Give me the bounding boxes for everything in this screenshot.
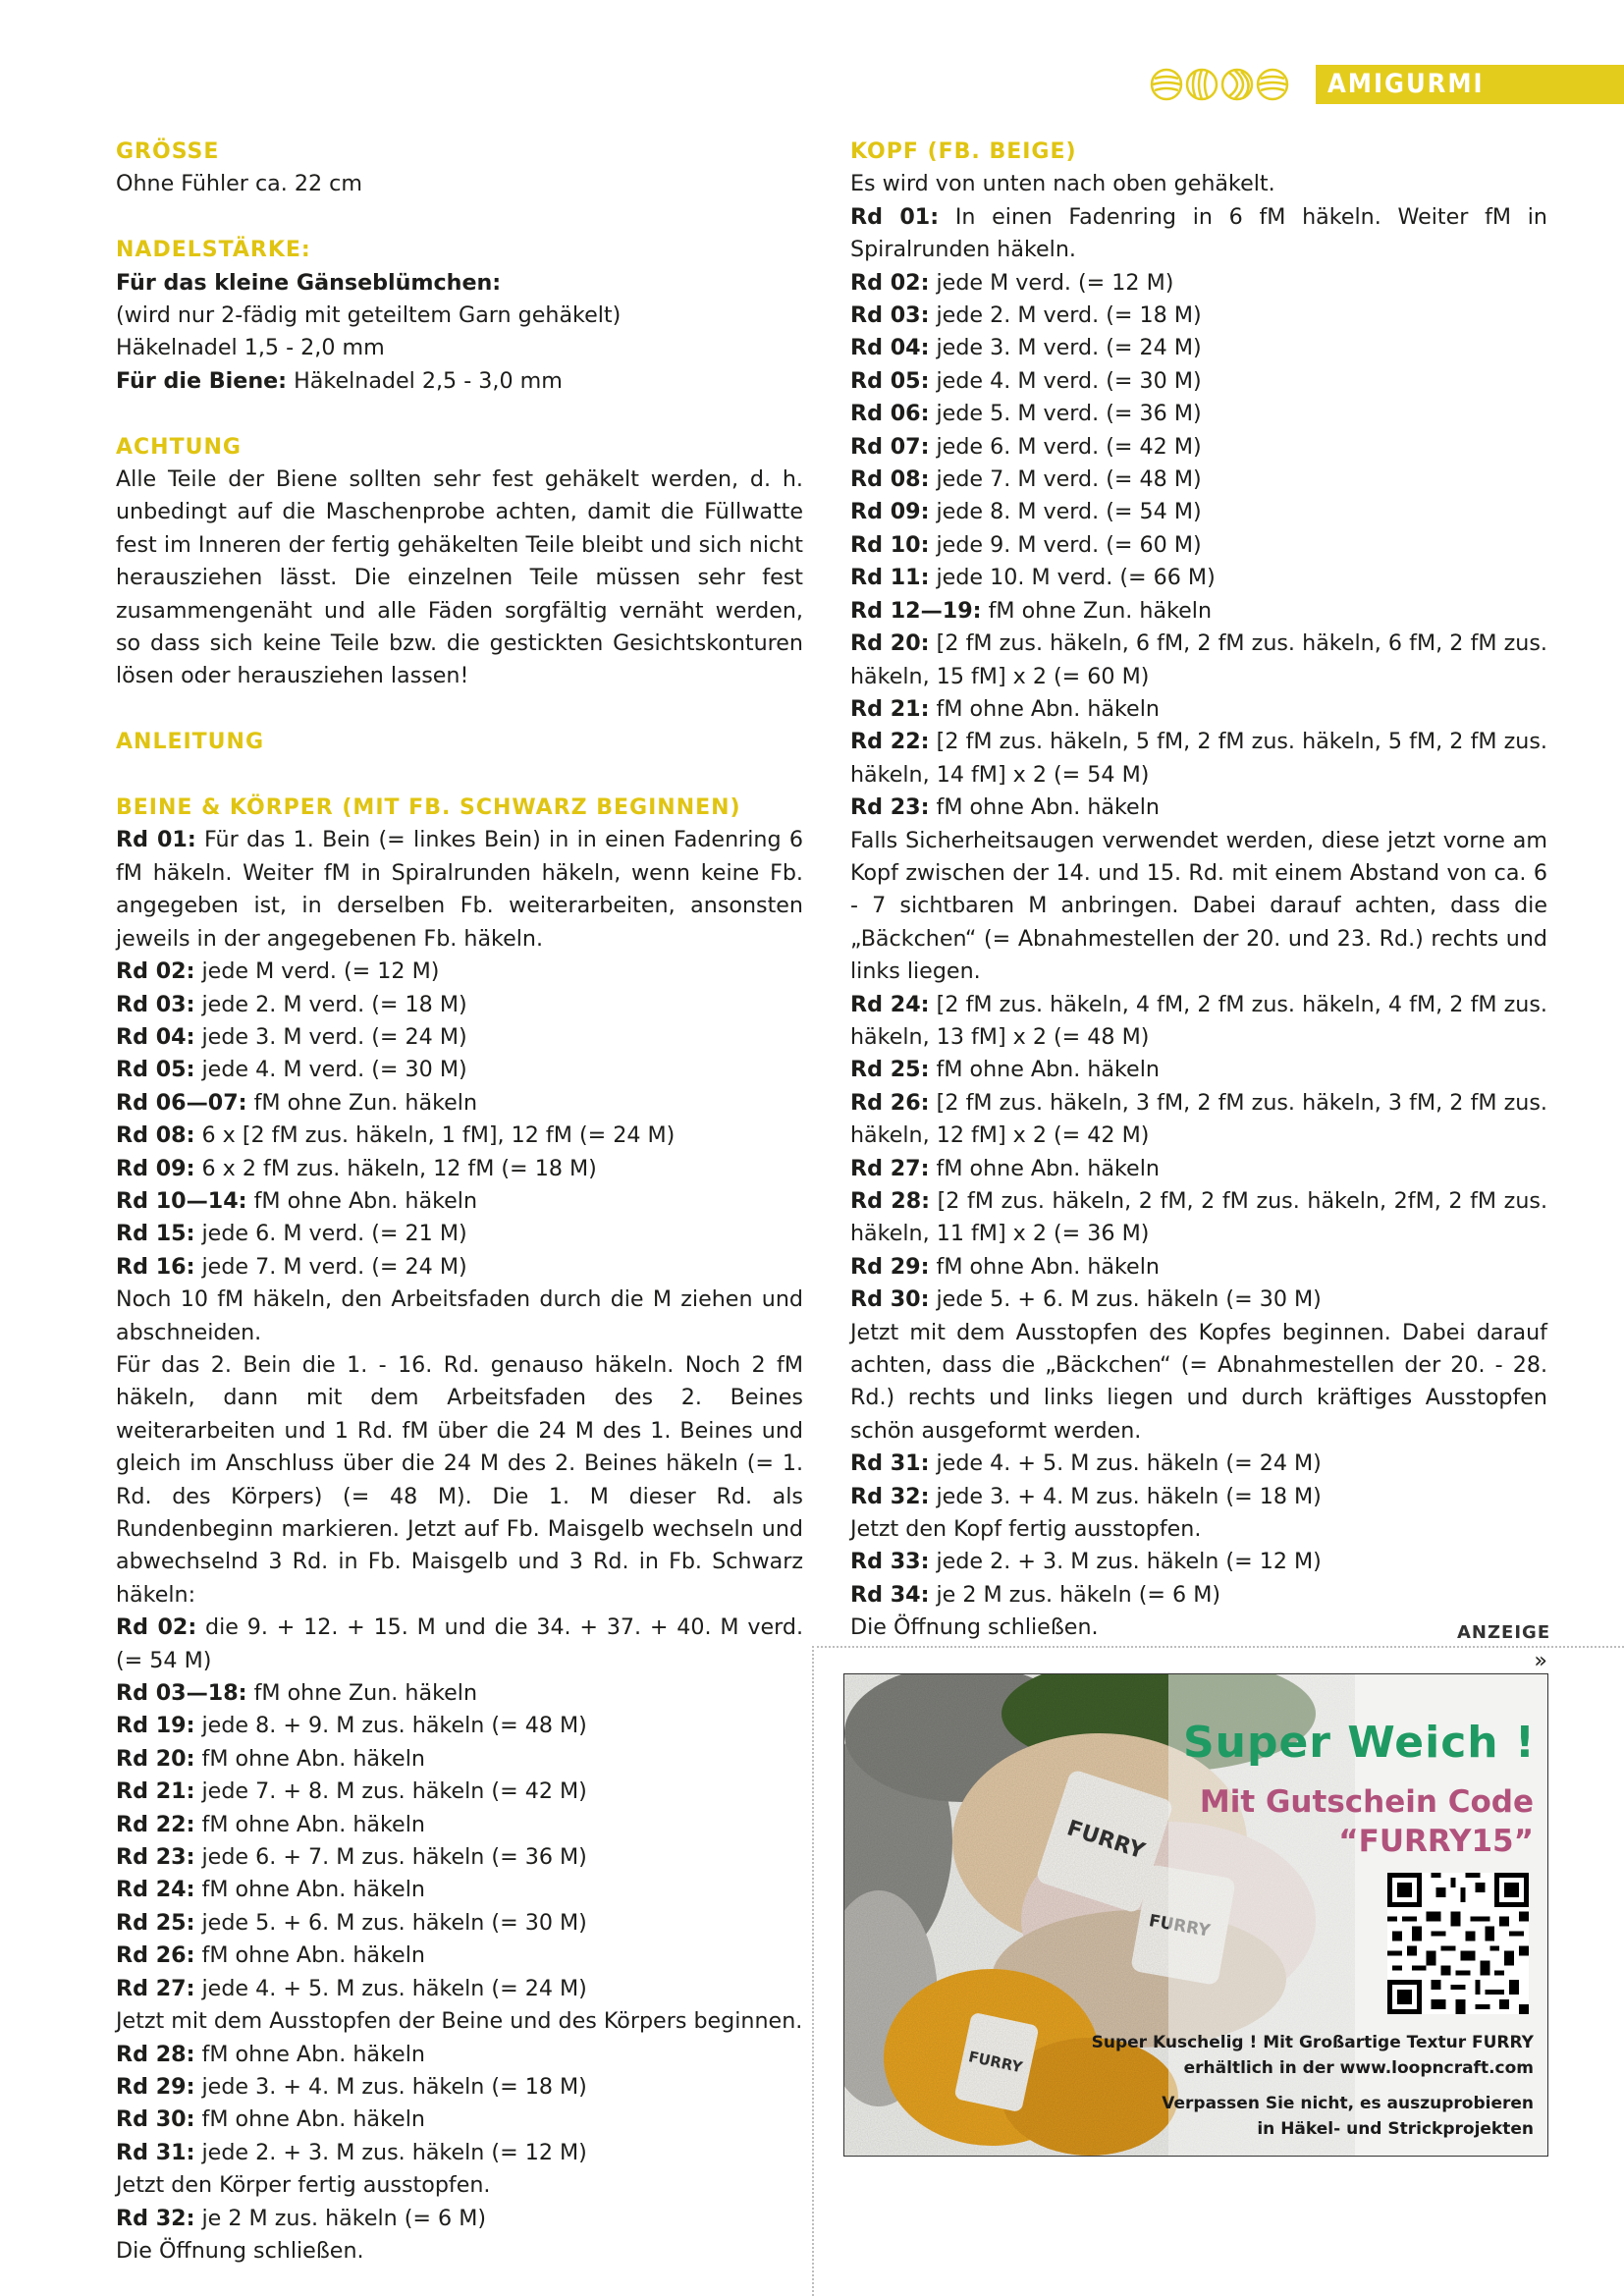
beine-row-label: Rd 24: [116, 1877, 195, 1903]
kopf-row [850, 628, 1547, 693]
beine-row-text: jede 8. + 9. M zus. häkeln (= 48 M) [194, 1713, 587, 1739]
kopf-row-label: Rd 04: [850, 335, 930, 361]
beine-row [116, 824, 803, 956]
beine-row-text: jede 5. + 6. M zus. häkeln (= 30 M) [194, 1909, 587, 1936]
kopf-row [850, 726, 1547, 792]
beine-row [116, 1218, 803, 1250]
ad-text-block-2 [1162, 2091, 1534, 2142]
beine-row-text: Für das 1. Bein (= linkes Bein) in in einen Fadenring 6 fM häkeln. Weiter fM in Spiralrunden häkeln, wenn keine Fb. angegeben ist, in derselben Fb. weiterarbeiten, ansonsten jeweils in der angegebenen Fb. häkeln. [116, 827, 803, 952]
kopf-row [850, 792, 1547, 824]
kopf-row-text: fM ohne Abn. häkeln [929, 695, 1160, 722]
kopf-row-text: fM ohne Zun. häkeln [981, 597, 1213, 624]
beine-row-label: Rd 23: [116, 1844, 195, 1871]
beine-row-label: Rd 22: [116, 1811, 195, 1837]
beine-row [116, 1874, 803, 1906]
beine-row [116, 1973, 803, 2005]
kopf-row-text: fM ohne Abn. häkeln [929, 1253, 1160, 1280]
ad-divider-vertical [812, 1646, 814, 2296]
kopf-row-text: jede 10. M verd. (= 66 M) [929, 565, 1216, 591]
heading-nadelstaerke: NADELSTÄRKE: [116, 238, 311, 263]
heading-anleitung: ANLEITUNG [116, 730, 265, 755]
heading-groesse: GRÖSSE [116, 139, 220, 164]
beine-row-label: Rd 06—07: [116, 1089, 247, 1116]
beine-row [116, 2137, 803, 2169]
kopf-row [850, 496, 1547, 528]
beine-row-text: fM ohne Abn. häkeln [194, 2106, 425, 2133]
kopf-row [850, 529, 1547, 562]
beine-koerper-rows [116, 824, 803, 2268]
beine-row-label: Rd 10—14: [116, 1187, 247, 1214]
beine-row-label: Rd 03—18: [116, 1680, 247, 1707]
heading-achtung: ACHTUNG [116, 434, 242, 460]
beine-row [116, 2039, 803, 2071]
beine-row-text: 6 x 2 fM zus. häkeln, 12 fM (= 18 M) [194, 1155, 597, 1181]
kopf-row [850, 1481, 1547, 1513]
kopf-row-label: Rd 11: [850, 565, 930, 591]
beine-row [116, 1907, 803, 1940]
kopf-row-label: Rd 29: [850, 1253, 930, 1280]
qr-code-icon[interactable] [1387, 1873, 1529, 2014]
beine-row-label: Rd 09: [116, 1155, 195, 1181]
kopf-row-label: Rd 02: [850, 269, 930, 296]
kopf-row-text: In einen Fadenring in 6 fM häkeln. Weiter fM in Spiralrunden häkeln. [850, 203, 1547, 263]
kopf-row-label: Rd 09: [850, 499, 930, 525]
beine-row-text: die 9. + 12. + 15. M und die 34. + 37. + 40. M verd. (= 54 M) [116, 1614, 803, 1673]
beine-row-label: Rd 08: [116, 1122, 195, 1149]
beine-row [116, 2235, 803, 2268]
beine-row-label: Rd 16: [116, 1253, 195, 1280]
beine-row [116, 1185, 803, 1218]
kopf-row [850, 1284, 1547, 1316]
kopf-row [850, 300, 1547, 332]
kopf-row-text: fM ohne Abn. häkeln [929, 1155, 1160, 1181]
beine-row-label: Rd 25: [116, 1909, 195, 1936]
beine-row-label: Rd 27: [116, 1975, 195, 2001]
kopf-row [850, 1087, 1547, 1153]
nadel-line-1: Für das kleine Gänseblümchen: [116, 269, 502, 296]
ad-subtitle [1200, 1782, 1534, 1861]
beine-row [116, 1349, 803, 1612]
beine-row-text: Jetzt den Körper fertig ausstopfen. [116, 2172, 491, 2199]
kopf-row-text: jede 2. M verd. (= 18 M) [929, 302, 1202, 329]
beine-row [116, 1841, 803, 1874]
yarn-balls-icon [1147, 65, 1304, 104]
kopf-row-text: [2 fM zus. häkeln, 4 fM, 2 fM zus. häkeln, 4 fM, 2 fM zus. häkeln, 13 fM] x 2 (= 48 M) [850, 991, 1547, 1050]
kopf-row-text: jede 4. M verd. (= 30 M) [929, 367, 1202, 394]
kopf-row-label: Rd 31: [850, 1450, 930, 1477]
beine-row-text: jede 6. M verd. (= 21 M) [194, 1221, 467, 1247]
beine-row-text: fM ohne Abn. häkeln [194, 2041, 425, 2067]
beine-row [116, 1710, 803, 1742]
kopf-row-text: jede 2. + 3. M zus. häkeln (= 12 M) [929, 1549, 1322, 1575]
ad-coupon-code: “FURRY15” [1338, 1824, 1534, 1859]
kopf-row-text: Es wird von unten nach oben gehäkelt. [850, 171, 1275, 197]
kopf-row-label: Rd 33: [850, 1549, 930, 1575]
beine-row-text: fM ohne Abn. häkeln [246, 1187, 478, 1214]
ad-text-1a: Super Kuschelig ! Mit Großartige Textur FURRY [1091, 2033, 1534, 2052]
beine-row-text: jede 4. M verd. (= 30 M) [194, 1057, 467, 1083]
ad-text-2a: Verpassen Sie nicht, es auszuprobieren [1162, 2094, 1534, 2113]
beine-row-text: jede 3. M verd. (= 24 M) [194, 1023, 467, 1050]
beine-row [116, 1612, 803, 1677]
heading-beine-koerper: BEINE & KÖRPER (MIT FB. SCHWARZ BEGINNEN) [116, 795, 741, 821]
kopf-row-text: jede 5. + 6. M zus. häkeln (= 30 M) [929, 1286, 1322, 1313]
continue-mark: » [1534, 1647, 1547, 1673]
kopf-row-label: Rd 10: [850, 531, 930, 558]
kopf-row [850, 1153, 1547, 1185]
kopf-row-label: Rd 05: [850, 367, 930, 394]
beine-row [116, 1776, 803, 1808]
kopf-row-label: Rd 20: [850, 630, 930, 657]
beine-row-label: Rd 02: [116, 958, 195, 985]
kopf-row-text: jede 4. + 5. M zus. häkeln (= 24 M) [929, 1450, 1322, 1477]
kopf-row-text: jede M verd. (= 12 M) [929, 269, 1174, 296]
kopf-row-label: Rd 26: [850, 1089, 930, 1116]
ad-text-block-1 [1092, 2030, 1534, 2081]
beine-row-text: jede 7. + 8. M zus. häkeln (= 42 M) [194, 1778, 587, 1805]
kopf-row-label: Rd 01: [850, 203, 940, 230]
kopf-row [850, 1579, 1547, 1612]
heading-kopf: KOPF (FB. BEIGE) [850, 139, 1077, 164]
ad-banner[interactable] [843, 1673, 1548, 2157]
nadel-line-3: Häkelnadel 1,5 - 2,0 mm [116, 335, 385, 361]
kopf-row [850, 464, 1547, 496]
beine-row-label: Rd 30: [116, 2106, 195, 2133]
kopf-row [850, 825, 1547, 989]
beine-row [116, 1251, 803, 1284]
right-column [850, 136, 1547, 1677]
groesse-text: Ohne Fühler ca. 22 cm [116, 171, 362, 197]
kopf-row-text: fM ohne Abn. häkeln [929, 794, 1160, 821]
kopf-row [850, 1054, 1547, 1086]
beine-row-label: Rd 02: [116, 1614, 197, 1641]
beine-row-text: jede 2. + 3. M zus. häkeln (= 12 M) [194, 2139, 587, 2165]
kopf-row-label: Rd 21: [850, 695, 930, 722]
kopf-row [850, 693, 1547, 726]
kopf-row [850, 1513, 1547, 1546]
beine-row-text: Für das 2. Bein die 1. - 16. Rd. genauso häkeln. Noch 2 fM häkeln, dann mit dem Arbeitsfaden des 2. Beines weiterarbeiten und 1 Rd. fM über die 24 M des 1. Beines und gleich im Anschluss über die 24 M des 2. Beines häkeln (= 1. Rd. des Körpers) (= 48 M). Die 1. M dieser Rd. als Rundenbeginn markieren. Jetzt auf Fb. Maisgelb wechseln und abwechselnd 3 Rd. in Fb. Maisgelb und 3 Rd. in Fb. Schwarz häkeln: [116, 1351, 803, 1608]
kopf-row-label: Rd 30: [850, 1286, 930, 1313]
kopf-row-label: Rd 23: [850, 794, 930, 821]
kopf-row [850, 267, 1547, 300]
kopf-row-text: jede 8. M verd. (= 54 M) [929, 499, 1202, 525]
beine-row [116, 1284, 803, 1349]
kopf-row [850, 1251, 1547, 1284]
kopf-row [850, 201, 1547, 267]
kopf-row [850, 431, 1547, 464]
beine-row-label: Rd 04: [116, 1023, 195, 1050]
kopf-row-text: jede 3. + 4. M zus. häkeln (= 18 M) [929, 1483, 1322, 1509]
beine-row-label: Rd 32: [116, 2205, 195, 2231]
kopf-row [850, 562, 1547, 594]
beine-row-label: Rd 21: [116, 1778, 195, 1805]
nadel-line-2: (wird nur 2-fädig mit geteiltem Garn gehäkelt) [116, 302, 622, 329]
kopf-row [850, 1448, 1547, 1480]
beine-row-label: Rd 31: [116, 2139, 195, 2165]
kopf-row-text: jede 7. M verd. (= 48 M) [929, 466, 1202, 493]
beine-row [116, 2169, 803, 2202]
kopf-row-label: Rd 03: [850, 302, 930, 329]
kopf-row-text: [2 fM zus. häkeln, 5 fM, 2 fM zus. häkeln, 5 fM, 2 fM zus. häkeln, 14 fM] x 2 (= 54 M) [850, 729, 1547, 788]
achtung-text: Alle Teile der Biene sollten sehr fest gehäkelt werden, d. h. unbedingt auf die Maschenprobe achten, damit die Füllwatte fest im Inneren der fertig gehäkelten Teile bleibt und sich nicht herausziehen lässt. Die einzelnen Teile müssen sehr fest zusammengenäht und alle Fäden sorgfältig vernäht werden, so dass sich keine Teile bzw. die gestickten Gesichtskonturen lösen oder herausziehen lassen! [116, 466, 803, 689]
beine-row [116, 2005, 803, 2038]
beine-row [116, 2071, 803, 2104]
beine-row-label: Rd 20: [116, 1745, 195, 1772]
nadel-line-4-text: Häkelnadel 2,5 - 3,0 mm [287, 367, 563, 394]
beine-row-label: Rd 01: [116, 827, 196, 853]
kopf-row-label: Rd 07: [850, 433, 930, 460]
section-label: AMIGURMI [1327, 69, 1485, 99]
beine-row [116, 1120, 803, 1152]
kopf-row-text: [2 fM zus. häkeln, 6 fM, 2 fM zus. häkeln, 6 fM, 2 fM zus. häkeln, 15 fM] x 2 (= 60 M) [850, 630, 1547, 689]
beine-row-text: 6 x [2 fM zus. häkeln, 1 fM], 12 fM (= 24 M) [194, 1122, 676, 1149]
beine-row [116, 1054, 803, 1086]
beine-row-text: fM ohne Zun. häkeln [246, 1089, 478, 1116]
kopf-row-label: Rd 08: [850, 466, 930, 493]
kopf-row-label: Rd 34: [850, 1581, 930, 1608]
kopf-row-text: Die Öffnung schließen. [850, 1614, 1099, 1641]
ad-label: ANZEIGE [1457, 1622, 1551, 1643]
kopf-row-label: Rd 24: [850, 991, 930, 1017]
left-column [116, 136, 803, 2268]
kopf-row-text: Falls Sicherheitsaugen verwendet werden, diese jetzt vorne am Kopf zwischen der 14. und 15. Rd. mit einem Abstand von ca. 6 - 7 sichtbaren M anbringen. Dabei darauf achten, dass die „Bäckchen“ (= Abnahmestellen der 20. und 23. Rd.) rechts und links liegen. [850, 827, 1547, 985]
beine-row-text: fM ohne Abn. häkeln [194, 1942, 425, 1969]
kopf-row-label: Rd 28: [850, 1188, 931, 1214]
ad-divider-horizontal [812, 1646, 1624, 1648]
beine-row [116, 2203, 803, 2235]
kopf-row [850, 1317, 1547, 1449]
beine-row [116, 1940, 803, 1972]
beine-row-label: Rd 29: [116, 2073, 195, 2100]
kopf-row-text: jede 6. M verd. (= 42 M) [929, 433, 1202, 460]
kopf-row [850, 1546, 1547, 1578]
beine-row [116, 1021, 803, 1054]
ad-text-2b: in Häkel- und Strickprojekten [1257, 2119, 1534, 2139]
beine-row-label: Rd 26: [116, 1942, 195, 1969]
kopf-rows [850, 168, 1547, 1644]
kopf-row [850, 398, 1547, 430]
beine-row [116, 956, 803, 988]
ad-title: Super Weich ! [1182, 1718, 1536, 1768]
kopf-row-label: Rd 27: [850, 1155, 930, 1181]
beine-row-text: fM ohne Abn. häkeln [194, 1811, 425, 1837]
kopf-row-label: Rd 25: [850, 1057, 930, 1083]
kopf-row-label: Rd 12—19: [850, 597, 982, 624]
beine-row [116, 989, 803, 1021]
kopf-row-text: fM ohne Abn. häkeln [929, 1057, 1160, 1083]
beine-row-label: Rd 15: [116, 1221, 195, 1247]
beine-row-text: jede 2. M verd. (= 18 M) [194, 991, 467, 1017]
ad-subtitle-line-1: Mit Gutschein Code [1199, 1784, 1534, 1820]
beine-row-label: Rd 19: [116, 1713, 195, 1739]
beine-row-text: fM ohne Abn. häkeln [194, 1745, 425, 1772]
kopf-row-text: jede 9. M verd. (= 60 M) [929, 531, 1202, 558]
beine-row [116, 1153, 803, 1185]
beine-row [116, 1743, 803, 1776]
beine-row-text: fM ohne Abn. häkeln [194, 1877, 425, 1903]
kopf-row [850, 595, 1547, 628]
beine-row-label: Rd 05: [116, 1057, 195, 1083]
beine-row-text: fM ohne Zun. häkeln [246, 1680, 478, 1707]
beine-row-text: Die Öffnung schließen. [116, 2237, 364, 2264]
kopf-row-text: [2 fM zus. häkeln, 2 fM, 2 fM zus. häkeln, 2fM, 2 fM zus. häkeln, 11 fM] x 2 (= 36 M) [850, 1188, 1547, 1247]
beine-row-text: jede 7. M verd. (= 24 M) [194, 1253, 467, 1280]
nadel-line-4-label: Für die Biene: [116, 367, 288, 394]
beine-row [116, 1087, 803, 1120]
kopf-row-text: Jetzt mit dem Ausstopfen des Kopfes beginnen. Dabei darauf achten, dass die „Bäckchen“ (= Abnahmestellen der 20. - 28. Rd.) rechts und links liegen und durch kräftiges Ausstopfen schön ausgeformt werden. [850, 1319, 1547, 1444]
kopf-row-text: [2 fM zus. häkeln, 3 fM, 2 fM zus. häkeln, 3 fM, 2 fM zus. häkeln, 12 fM] x 2 (= 42 M) [850, 1089, 1547, 1149]
kopf-row [850, 332, 1547, 364]
kopf-row [850, 365, 1547, 398]
kopf-row-text: jede 5. M verd. (= 36 M) [929, 401, 1202, 427]
beine-row-text: Noch 10 fM häkeln, den Arbeitsfaden durch die M ziehen und abschneiden. [116, 1286, 803, 1345]
beine-row-text: jede 6. + 7. M zus. häkeln (= 36 M) [194, 1844, 587, 1871]
kopf-row-label: Rd 06: [850, 401, 930, 427]
kopf-row [850, 1185, 1547, 1251]
beine-row-label: Rd 28: [116, 2041, 195, 2067]
kopf-row-text: jede 3. M verd. (= 24 M) [929, 335, 1202, 361]
kopf-row [850, 1612, 1547, 1644]
beine-row-text: jede M verd. (= 12 M) [194, 958, 440, 985]
beine-row-text: jede 3. + 4. M zus. häkeln (= 18 M) [194, 2073, 587, 2100]
kopf-row-label: Rd 32: [850, 1483, 930, 1509]
beine-row [116, 1677, 803, 1710]
beine-row-text: Jetzt mit dem Ausstopfen der Beine und des Körpers beginnen. [116, 2008, 803, 2035]
kopf-row [850, 989, 1547, 1055]
nadel-line-4 [116, 365, 803, 398]
kopf-row-label: Rd 22: [850, 729, 930, 755]
beine-row [116, 1809, 803, 1841]
beine-row-text: je 2 M zus. häkeln (= 6 M) [194, 2205, 487, 2231]
ad-website-text[interactable]: erhältlich in der www.loopncraft.com [1183, 2058, 1534, 2078]
kopf-row-text: Jetzt den Kopf fertig ausstopfen. [850, 1516, 1202, 1543]
beine-row [116, 2104, 803, 2136]
kopf-row [850, 168, 1547, 200]
kopf-row-text: je 2 M zus. häkeln (= 6 M) [929, 1581, 1221, 1608]
beine-row-label: Rd 03: [116, 991, 195, 1017]
beine-row-text: jede 4. + 5. M zus. häkeln (= 24 M) [194, 1975, 587, 2001]
